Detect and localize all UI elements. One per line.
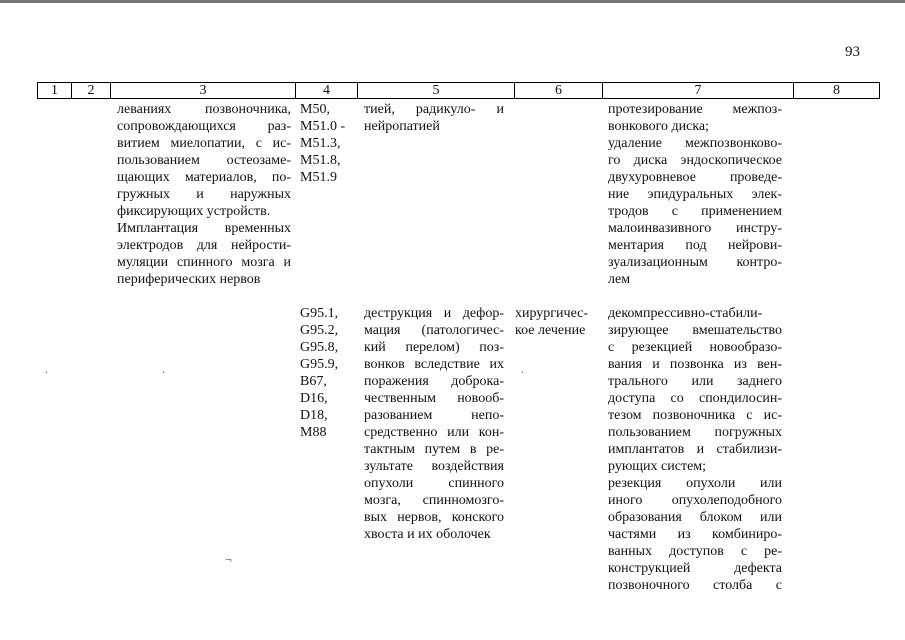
row1-col4-codes: M50, M51.0 - M51.3, M51.8, M51.9 [300,102,346,185]
col-header-8: 8 [794,83,880,99]
column-number-header [37,82,880,99]
col-header-3: 3 [111,83,296,99]
row2-col6-text: хирургичес- кое лечение [515,306,589,338]
row1-col3-text: леваниях позвоночника, сопровождающихся раз- витием миелопатии, с ис- пользованием остеозаме- щающих материалов, по- гружных и наружных фиксирующих устройств. Имплантация временных электродов для нейрости- муляции спинного мозга и периферических нервов [117,102,291,287]
row1-col5-text: тией, радикуло- и нейропатией [364,102,504,134]
row2-col4-codes: G95.1, G95.2, G95.8, G95.9, B67, D16, D18, M88 [300,306,339,440]
row1-col7-text: протезирование межпоз- вонкового диска; удаление межпозвонково- го диска эндоскопическое двухуровневое проведе- ние эпидуральных элек- тродов с применением малоинвазивного инстру- ментария под нейрови- зуализационным контро- лем [608,102,782,287]
row2-col5-text: деструкция и дефор- мация (патологичес- кий перелом) поз- вонков вследствие их поражения доброка- чественным новооб- разованием непо- средственно или кон- тактным путем в ре- зультате воздействия опухоли спинного мозга, спинномозго- вых нервов, конского хвоста и их оболочек [364,306,504,542]
col-header-6: 6 [515,83,603,99]
page-number: 93 [845,44,860,60]
col-header-4: 4 [296,83,358,99]
col-header-5: 5 [358,83,515,99]
scan-speck: ¬ [225,552,232,566]
scan-speck: . [45,362,48,376]
top-rule [0,0,905,3]
col-header-1: 1 [38,83,72,99]
scan-speck: . [162,362,165,376]
scan-speck: . [521,362,524,376]
col-header-7: 7 [603,83,794,99]
col-header-2: 2 [72,83,111,99]
row2-col7-text: декомпрессивно-стабили- зирующее вмешательство с резекцией новообразо- вания и позвонка из вен- трального или заднего доступа со спондилосин- тезом позвоночника с ис- пользованием погружных имплантатов и стабилизи- рующих систем; резекция опухоли или иного опухолеподобного образования блоком или частями из комбиниро- ванных доступов с ре- конструкцией дефекта позвоночного столба с [608,306,782,593]
